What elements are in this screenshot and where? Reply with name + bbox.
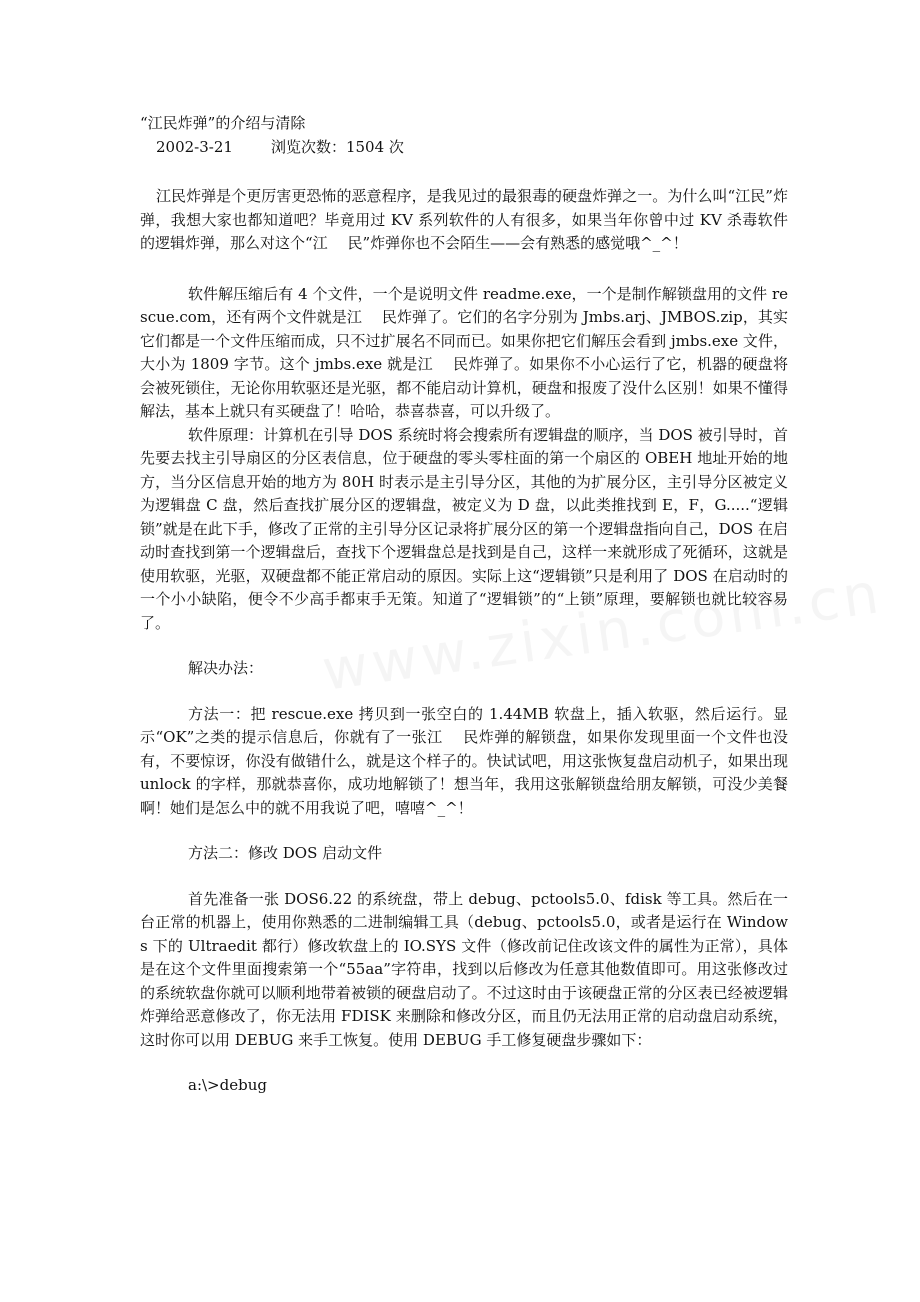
paragraph-files: 软件解压缩后有 4 个文件，一个是说明文件 readme.exe，一个是制作解锁盘用的文件 rescue.com，还有两个文件就是江 民炸弹了。它们的名字分别为 Jmbs.arj、JMBOS.zip，其实它们都是一个文件压缩而成，只不过扩展名不同而已。如果你把它们解压会看到 jmbs.exe 文件，大小为 1809 字节。这个 jmbs.exe 就是江 民炸弹了。如果你不小心运行了它，机器的硬盘将会被死锁住，无论你用软驱还是光驱，都不能启动计算机，硬盘和报废了没什么区别！如果不懂得解法，基本上就只有买硬盘了！哈哈，恭喜恭喜，可以升级了。 <box>140 284 788 420</box>
paragraph-method-one: 方法一：把 rescue.exe 拷贝到一张空白的 1.44MB 软盘上，插入软驱，然后运行。显示“OK”之类的提示信息后，你就有了一张江 民炸弹的解锁盘，如果你发现里面一个文件也没有，不要惊讶，你没有做错什么，就是这个样子的。快试试吧，用这张恢复盘启动机子，如果出现 unlock 的字样，那就恭喜你，成功地解锁了！想当年，我用这张解锁盘给朋友解锁，可没少美餐啊！她们是怎么中的就不用我说了吧，嘻嘻^_^！ <box>140 704 788 817</box>
article-meta <box>156 136 788 158</box>
paragraph-method-two-heading: 方法二：修改 DOS 启动文件 <box>188 844 383 862</box>
paragraph-command: a:\>debug <box>188 1076 267 1094</box>
view-count: 浏览次数：1504 次 <box>270 138 404 156</box>
paragraph-principle: 软件原理：计算机在引导 DOS 系统时将会搜索所有逻辑盘的顺序，当 DOS 被引导时，首先要去找主引导扇区的分区表信息，位于硬盘的零头零柱面的第一个扇区的 OBEH 地址开始的地方，当分区信息开始的地方为 80H 时表示是主引导分区，其他的为扩展分区，主引导分区被定义为逻辑盘 C 盘，然后查找扩展分区的逻辑盘，被定义为 D 盘，以此类推找到 E，F，G.....“逻辑锁”就是在此下手，修改了正常的主引导分区记录将扩展分区的第一个逻辑盘指向自己，DOS 在启动时查找到第一个逻辑盘后，查找下个逻辑盘总是找到是自己，这样一来就形成了死循环，这就是使用软驱，光驱，双硬盘都不能正常启动的原因。实际上这“逻辑锁”只是利用了 DOS 在启动时的一个小小缺陷，便令不少高手都束手无策。知道了“逻辑锁”的“上锁”原理，要解锁也就比较容易了。 <box>140 425 788 632</box>
document-body <box>140 112 788 1098</box>
paragraph-intro: 江民炸弹是个更厉害更恐怖的恶意程序，是我见过的最狠毒的硬盘炸弹之一。为什么叫“江民”炸弹，我想大家也都知道吧？毕竟用过 KV 系列软件的人有很多，如果当年你曾中过 KV 杀毒软件的逻辑炸弹，那么对这个“江 民”炸弹你也不会陌生——会有熟悉的感觉哦^_^！ <box>140 187 788 252</box>
publish-date: 2002-3-21 <box>156 138 233 156</box>
paragraph-solution-heading: 解决办法： <box>188 659 264 677</box>
article-title: “江民炸弹”的介绍与清除 <box>140 114 306 132</box>
paragraph-method-two-body: 首先准备一张 DOS6.22 的系统盘，带上 debug、pctools5.0、fdisk 等工具。然后在一台正常的机器上，使用你熟悉的二进制编辑工具（debug、pctools5.0，或者是运行在 Windows 下的 Ultraedit 都行）修改软盘上的 IO.SYS 文件（修改前记住改该文件的属性为正常），具体是在这个文件里面搜索第一个“55aa”字符串，找到以后修改为任意其他数值即可。用这张修改过的系统软盘你就可以顺利地带着被锁的硬盘启动了。不过这时由于该硬盘正常的分区表已经被逻辑炸弹给恶意修改了，你无法用 FDISK 来删除和修改分区，而且仍无法用正常的启动盘启动系统，这时你可以用 DEBUG 来手工恢复。使用 DEBUG 手工修复硬盘步骤如下： <box>140 889 788 1049</box>
